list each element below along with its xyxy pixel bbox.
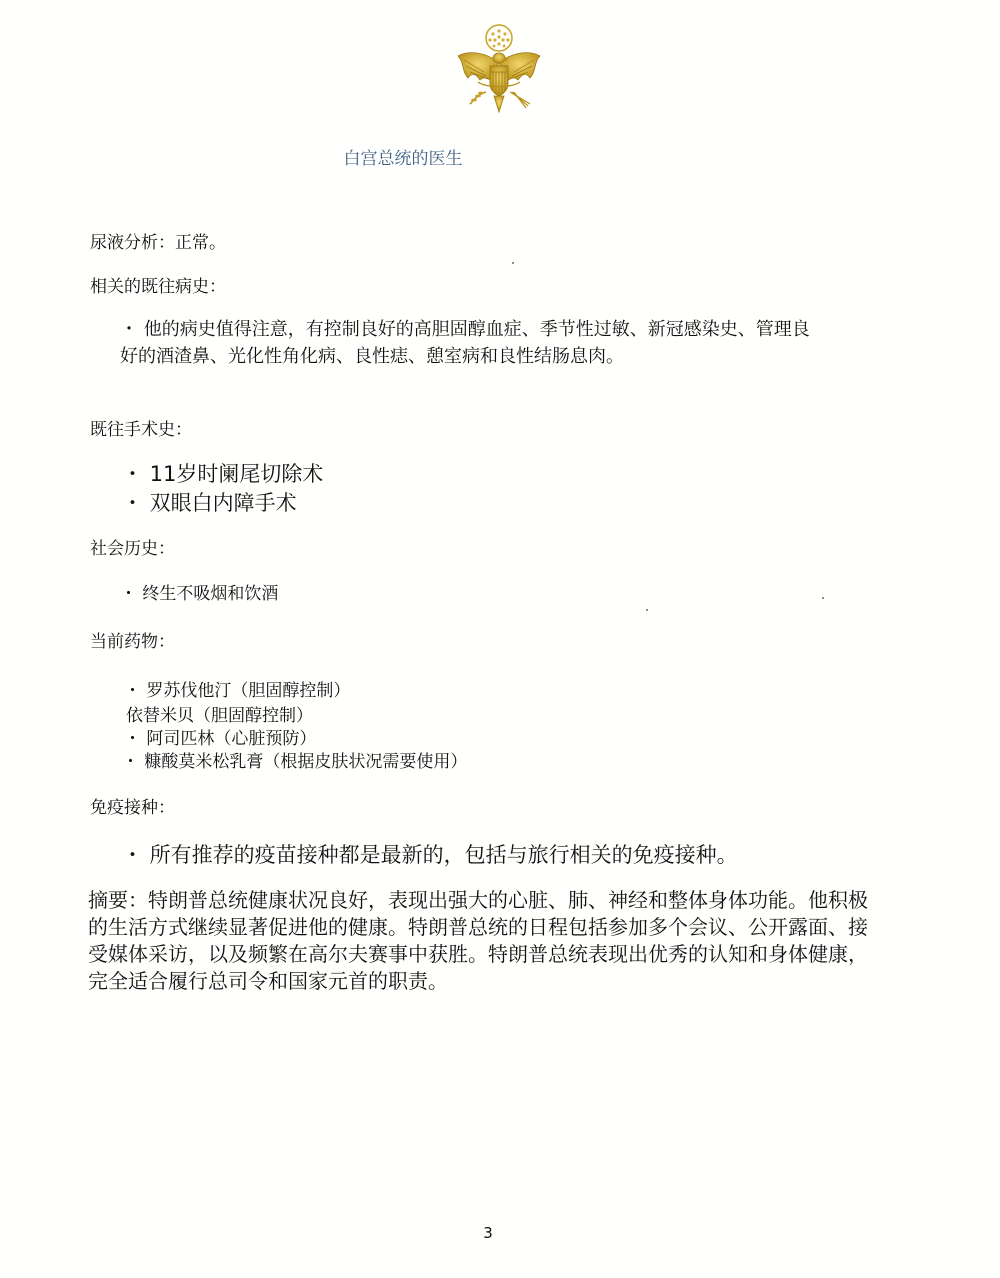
social-history-label: 社会历史： (90, 539, 175, 559)
letterhead-office: 白宫总统的医生 (343, 149, 463, 169)
medication-item: ・ 糠酸莫米松乳膏（根据皮肤状况需要使用） (122, 752, 468, 772)
page-number: 3 (483, 1224, 493, 1242)
social-history-item: ・ 终生不吸烟和饮酒 (120, 584, 279, 604)
scan-speck (646, 609, 648, 611)
scan-speck (512, 262, 514, 264)
past-medical-history-label: 相关的既往病史： (90, 277, 226, 297)
medication-item: 依替米贝（胆固醇控制） (126, 706, 313, 726)
medications-label: 当前药物： (90, 632, 175, 652)
immunization-item: ・ 所有推荐的疫苗接种都是最新的，包括与旅行相关的免疫接种。 (122, 843, 738, 867)
past-medical-history-item: ・ 他的病史值得注意，有控制良好的高胆固醇血症、季节性过敏、新冠感染史、管理良好的酒渣鼻、光化性角化病、良性痣、憩室病和良性结肠息肉。 (120, 319, 810, 367)
immunizations-label: 免疫接种： (90, 798, 175, 818)
medication-item: ・ 阿司匹林（心脏预防） (124, 729, 317, 749)
surgical-history-item: ・ 双眼白内障手术 (122, 491, 297, 515)
summary-paragraph: 摘要：特朗普总统健康状况良好，表现出强大的心脏、肺、神经和整体身体功能。他积极的生活方式继续显著促进他的健康。特朗普总统的日程包括参加多个会议、公开露面、接受媒体采访，以及频繁在高尔夫赛事中获胜。特朗普总统表现出优秀的认知和身体健康，完全适合履行总司令和国家元首的职责。 (88, 888, 868, 993)
urinalysis-text: 尿液分析：正常。 (90, 233, 226, 253)
surgical-history-item: ・ 11岁时阑尾切除术 (122, 462, 324, 486)
eagle-seal-icon (454, 22, 544, 118)
surgical-history-label: 既往手术史： (90, 420, 192, 440)
scan-speck (822, 597, 824, 599)
medication-item: ・ 罗苏伐他汀（胆固醇控制） (124, 681, 351, 701)
